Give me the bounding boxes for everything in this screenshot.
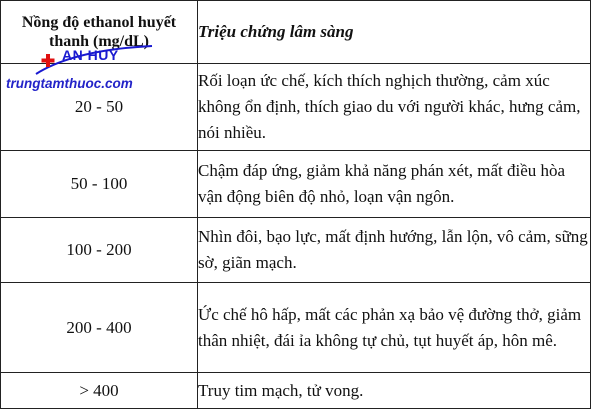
table-row xyxy=(1,64,591,151)
symptoms-cell: Ức chế hô hấp, mất các phản xạ bảo vệ đường thở, giảm thân nhiệt, đái ỉa không tự chủ, tụt huyết áp, hôn mê. xyxy=(198,283,591,373)
symptoms-cell: Truy tim mạch, tử vong. xyxy=(198,373,591,409)
range-cell: 100 - 200 xyxy=(1,218,198,283)
table-header-row xyxy=(1,1,591,64)
range-cell: 20 - 50 xyxy=(1,64,198,151)
header-concentration: Nồng độ ethanol huyết thanh (mg/dL) xyxy=(1,1,198,64)
range-cell: 50 - 100 xyxy=(1,151,198,218)
symptoms-cell: Chậm đáp ứng, giảm khả năng phán xét, mất điều hòa vận động biên độ nhỏ, loạn vận ngôn. xyxy=(198,151,591,218)
table-row xyxy=(1,151,591,218)
watermark-brand: AN HUY xyxy=(62,47,119,63)
watermark-site: trungtamthuoc.com xyxy=(6,76,133,91)
range-cell: 200 - 400 xyxy=(1,283,198,373)
range-cell: > 400 xyxy=(1,373,198,409)
table-row xyxy=(1,218,591,283)
table-row xyxy=(1,373,591,409)
header-symptoms: Triệu chứng lâm sàng xyxy=(198,1,591,64)
symptoms-cell: Nhìn đôi, bạo lực, mất định hướng, lẫn lộn, vô cảm, sững sờ, giãn mạch. xyxy=(198,218,591,283)
table-row xyxy=(1,283,591,373)
symptoms-cell: Rối loạn ức chế, kích thích nghịch thường, cảm xúc không ổn định, thích giao du với người khác, hưng cảm, nói nhiều. xyxy=(198,64,591,151)
